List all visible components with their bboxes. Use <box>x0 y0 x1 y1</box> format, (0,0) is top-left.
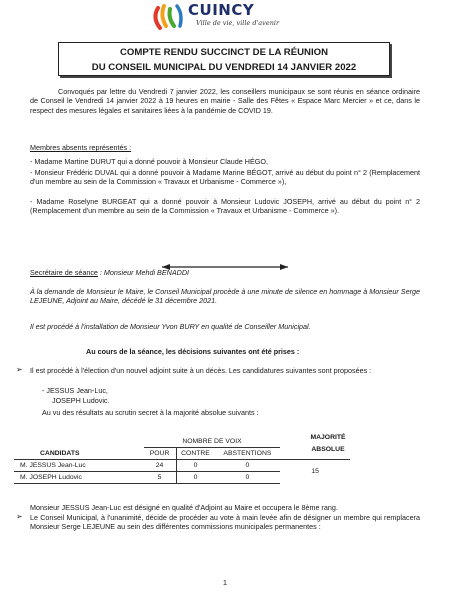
title-line-2: DU CONSEIL MUNICIPAL DU VENDREDI 14 JANVIER 2022 <box>91 62 357 73</box>
votes-row-pour: 5 <box>144 472 176 484</box>
votes-row-name: M. JOSEPH Ludovic <box>14 472 144 484</box>
logo-wordmark: CUINCY <box>188 1 255 19</box>
col-candidates: CANDIDATS <box>40 449 80 457</box>
votes-row-abstentions: 0 <box>214 472 280 484</box>
results-intro: Au vu des résultats au scrutin secret à la majorité absolue suivants : <box>42 408 259 417</box>
secretary-line <box>30 268 420 277</box>
col-pour: POUR <box>144 448 176 460</box>
absent-item-3: - Madame Roselyne BURGEAT qui a donné pouvoir à Monsieur Ludovic JOSEPH, arrivé au début du point n° 2 (Remplacement d'un membre au sein de la Commission « Travaux et Urbanisme - Commerce »). <box>30 197 420 216</box>
col-contre: CONTRE <box>176 448 214 460</box>
majority-value: 15 <box>280 460 350 484</box>
absents-heading: Membres absents représentés : <box>30 143 132 152</box>
logo-tagline: Ville de vie, ville d'avenir <box>196 19 280 27</box>
point1-text: Il est procédé à l'élection d'un nouvel adjoint suite à un décès. Les candidatures suivantes sont proposées : <box>30 366 372 375</box>
title-line-1: COMPTE RENDU SUCCINCT DE LA RÉUNION <box>119 47 329 58</box>
col-abstentions: ABSTENTIONS <box>214 448 280 460</box>
intro-paragraph: Convoqués par lettre du Vendredi 7 janvier 2022, les conseillers municipaux se sont réunis en séance ordinaire de Conseil le Vendredi 14 janvier 2022 à 19 heures en mairie - Salle des Fêtes « Espace Marc Mercier » et ce, dans le respect des mesures légales et sanitaires liées à la pandémie de COVID 19. <box>30 87 420 115</box>
bullet-arrow-icon: ➢ <box>16 512 23 521</box>
minute-silence-paragraph: À la demande de Monsieur le Maire, le Conseil Municipal procède à une minute de silence en hommage à Monsieur Serge LEJEUNE, Adjoint au Maire, décédé le 31 décembre 2021. <box>30 287 420 306</box>
decisions-heading: Au cours de la séance, les décisions suivantes ont été prises : <box>86 347 300 356</box>
logo-emblem-icon <box>150 0 190 34</box>
votes-row-contre: 0 <box>176 460 214 472</box>
votes-row-contre: 0 <box>176 472 214 484</box>
candidate-1: - JESSUS Jean-Luc, <box>42 386 108 395</box>
votes-group-header: NOMBRE DE VOIX <box>144 436 281 448</box>
secretary-label: Secrétaire de séance <box>30 268 98 277</box>
votes-row-abstentions: 0 <box>214 460 280 472</box>
after-table-paragraph: Monsieur JESSUS Jean-Luc est désigné en qualité d'Adjoint au Maire et occupera le 8ème rang. <box>30 503 338 512</box>
col-majority: MAJORITÉ ABSOLUE <box>310 434 346 453</box>
document-title <box>58 42 390 76</box>
votes-row-name: M. JESSUS Jean-Luc <box>14 460 144 472</box>
secretary-value: : Monsieur Mehdi BENADDI <box>97 268 190 277</box>
bullet-arrow-icon: ➢ <box>16 365 23 374</box>
absent-item-1: - Madame Martine DURUT qui a donné pouvoir à Monsieur Claude HÉGO, <box>30 157 268 166</box>
votes-row <box>14 460 350 472</box>
cuincy-logo <box>150 0 320 34</box>
votes-row-pour: 24 <box>144 460 176 472</box>
page-number: 1 <box>222 578 228 587</box>
candidate-2: JOSEPH Ludovic. <box>52 396 110 405</box>
point2-text: Le Conseil Municipal, à l'unanimité, décide de procéder au vote à main levée afin de désigner un membre qui remplacera Monsieur Serge LEJEUNE au sein des différentes commissions municipales permanentes : <box>30 513 420 532</box>
absent-item-2: - Monsieur Frédéric DUVAL qui a donné pouvoir à Madame Marine BÉGOT, arrivé au début du point n° 2 (Remplacement d'un membre au sein de la Commission « Travaux et Urbanisme - Commerce »), <box>30 168 420 187</box>
installation-paragraph: Il est procédé à l'installation de Monsieur Yvon BURY en qualité de Conseiller Municipal. <box>30 322 311 331</box>
